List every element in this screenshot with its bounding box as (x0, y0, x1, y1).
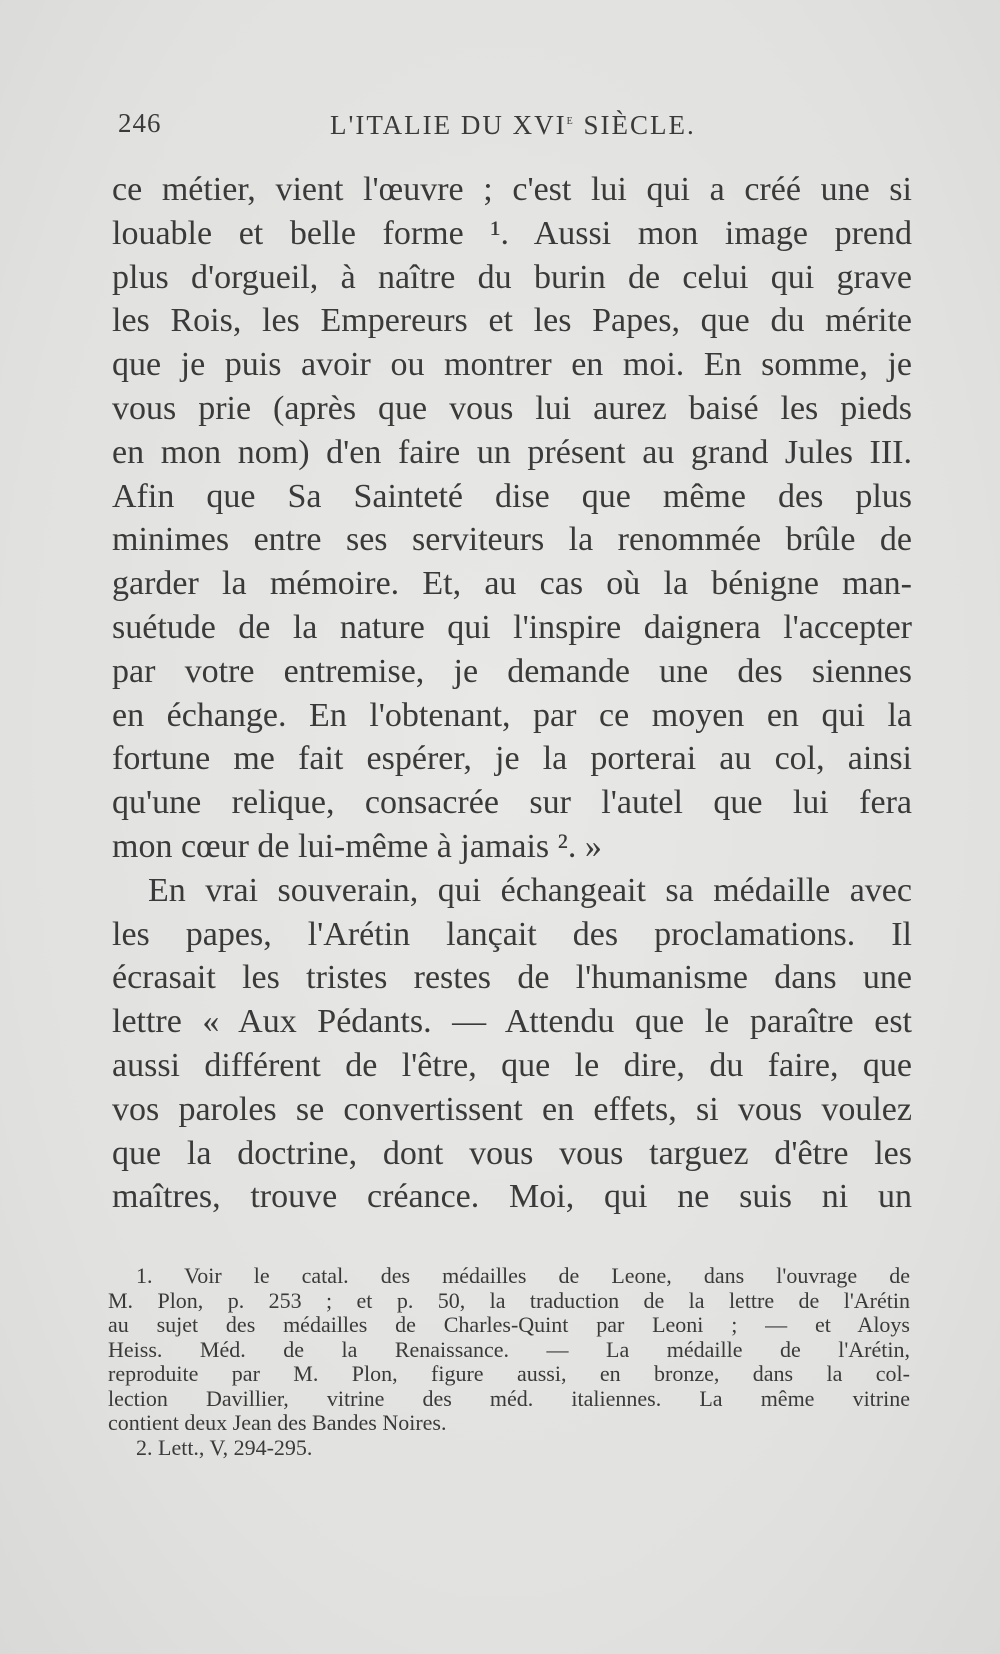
body-line: qu'une relique, consacrée sur l'autel que lui fera (112, 784, 912, 822)
body-line: par votre entremise, je demande une des siennes (112, 652, 912, 690)
running-title-main: L'ITALIE DU XVI (330, 110, 567, 140)
body-line: que je puis avoir ou montrer en moi. En somme, je (112, 346, 912, 384)
body-line: lettre « Aux Pédants. — Attendu que le paraître est (112, 1003, 912, 1041)
body-line: que la doctrine, dont vous vous targuez d'être les (112, 1134, 912, 1172)
body-line: en mon nom) d'en faire un présent au grand Jules III. (112, 433, 912, 471)
body-line: plus d'orgueil, à naître du burin de celui qui grave (112, 258, 912, 296)
footnote-line: lection Davillier, vitrine des méd. italiennes. La même vitrine (108, 1386, 910, 1411)
page-number: 246 (118, 108, 162, 138)
footnote-1-start: 1. Voir le catal. des médailles de Leone, dans l'ouvrage de (136, 1264, 910, 1288)
running-title-superscript: e (566, 113, 575, 128)
footnote-line: reproduite par M. Plon, figure aussi, en bronze, dans la col- (108, 1362, 910, 1386)
body-line: les papes, l'Arétin lançait des proclamations. Il (112, 915, 912, 953)
body-line: ce métier, vient l'œuvre ; c'est lui qui a créé une si (112, 171, 912, 208)
footnotes (108, 1264, 910, 1460)
footnote-1-end: contient deux Jean des Bandes Noires. (108, 1411, 447, 1435)
body-line-paragraph-start: En vrai souverain, qui échangeait sa médaille avec (148, 871, 912, 909)
body-line: les Rois, les Empereurs et les Papes, que du mérite (112, 302, 912, 340)
page-header (118, 108, 908, 144)
footnote-line: M. Plon, p. 253 ; et p. 50, la traduction de la lettre de l'Arétin (108, 1288, 910, 1313)
body-line: garder la mémoire. Et, au cas où la bénigne man- (112, 565, 912, 603)
body-line: suétude de la nature qui l'inspire daignera l'accepter (112, 608, 912, 646)
running-title (330, 110, 696, 141)
body-text (112, 168, 912, 1219)
body-line: Afin que Sa Sainteté dise que même des plus (112, 477, 912, 515)
body-line: louable et belle forme ¹. Aussi mon image prend (112, 214, 912, 252)
body-line: fortune me fait espérer, je la porterai au col, ainsi (112, 740, 912, 778)
footnote-2: 2. Lett., V, 294-295. (136, 1435, 313, 1460)
body-line: écrasait les tristes restes de l'humanisme dans une (112, 959, 912, 997)
body-line: en échange. En l'obtenant, par ce moyen en qui la (112, 696, 912, 734)
body-line: vous prie (après que vous lui aurez baisé les pieds (112, 389, 912, 427)
body-line-paragraph-end: mon cœur de lui-même à jamais ². » (112, 827, 602, 865)
running-title-end: SIÈCLE. (574, 110, 696, 140)
body-line: maîtres, trouve créance. Moi, qui ne suis ni un (112, 1178, 912, 1216)
body-line: vos paroles se convertissent en effets, si vous voulez (112, 1090, 912, 1128)
body-line: aussi différent de l'être, que le dire, du faire, que (112, 1046, 912, 1084)
footnote-line: au sujet des médailles de Charles-Quint par Leoni ; — et Aloys (108, 1313, 910, 1337)
footnote-line: Heiss. Méd. de la Renaissance. — La médaille de l'Arétin, (108, 1337, 910, 1362)
body-line: minimes entre ses serviteurs la renommée brûle de (112, 521, 912, 559)
